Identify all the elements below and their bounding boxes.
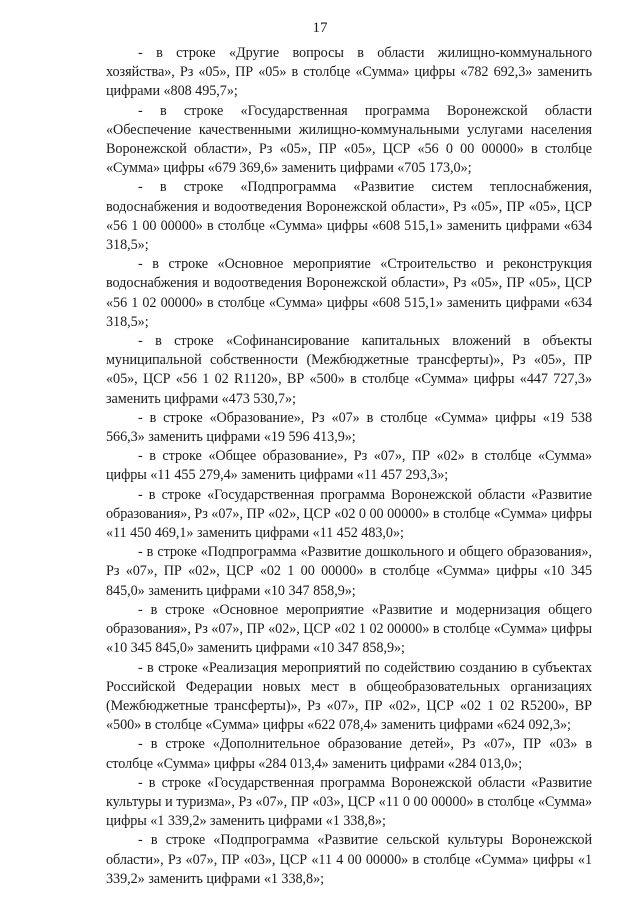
- paragraph: - в строке «Государственная программа Воронежской области «Обеспечение качественными жилищно-коммунальными услугами населения Воронежской области», Рз «05», ПР «05», ЦСР «56 0 00 00000» в столбце «Сумма» цифры «679 369,6» заменить цифрами «705 173,0»;: [106, 102, 592, 177]
- document-body: [106, 44, 592, 889]
- paragraph: - в строке «Подпрограмма «Развитие сельской культуры Воронежской области», Рз «07», ПР «03», ЦСР «11 4 00 00000» в столбце «Сумма» цифры «1 339,2» заменить цифрами «1 338,8»;: [106, 832, 592, 887]
- paragraph: - в строке «Государственная программа Воронежской области «Развитие образования», Рз «07», ПР «02», ЦСР «02 0 00 00000» в столбце «Сумма» цифры «11 450 469,1» заменить цифрами «11 452 483,0»;: [106, 486, 592, 542]
- page-number: 17: [312, 20, 328, 36]
- paragraph: - в строке «Дополнительное образование детей», Рз «07», ПР «03» в столбце «Сумма» цифры «284 013,4» заменить цифрами «284 013,0»;: [106, 736, 592, 772]
- paragraph: - в строке «Государственная программа Воронежской области «Развитие культуры и туризма», Рз «07», ПР «03», ЦСР «11 0 00 00000» в столбце «Сумма» цифры «1 339,2» заменить цифрами «1 338,8»;: [106, 774, 592, 830]
- paragraph: - в строке «Образование», Рз «07» в столбце «Сумма» цифры «19 538 566,3» заменить цифрами «19 596 413,9»;: [106, 409, 592, 446]
- paragraph: - в строке «Основное мероприятие «Строительство и реконструкция водоснабжения и водоотведения Воронежской области», Рз «05», ПР «05», ЦСР «56 1 02 00000» в столбце «Сумма» цифры «608 515,1» заменить цифрами «634 318,5»;: [106, 256, 592, 330]
- paragraph: - в строке «Другие вопросы в области жилищно-коммунального хозяйства», Рз «05», ПР «05» в столбце «Сумма» цифры «782 692,3» заменить цифрами «808 495,7»;: [106, 45, 592, 100]
- paragraph: - в строке «Подпрограмма «Развитие дошкольного и общего образования», Рз «07», ПР «02», ЦСР «02 1 00 00000» в столбце «Сумма» цифры «10 345 845,0» заменить цифрами «10 347 858,9»;: [106, 544, 592, 599]
- paragraph: - в строке «Общее образование», Рз «07», ПР «02» в столбце «Сумма» цифры «11 455 279,4» заменить цифрами «11 457 293,3»;: [106, 448, 592, 484]
- paragraph: - в строке «Реализация мероприятий по содействию созданию в субъектах Российской Федерации новых мест в общеобразовательных организациях (Межбюджетные трансферты)», Рз «07», ПР «02», ЦСР «02 1 02 R5200», ВР «500» в столбце «Сумма» цифры «622 078,4» заменить цифрами «624 092,3»;: [106, 659, 592, 734]
- paragraph: - в строке «Софинансирование капитальных вложений в объекты муниципальной собственности (Межбюджетные трансферты)», Рз «05», ПР «05», ЦСР «56 1 02 R1120», ВР «500» в столбце «Сумма» цифры «447 727,3» заменить цифрами «473 530,7»;: [106, 333, 592, 407]
- paragraph: - в строке «Основное мероприятие «Развитие и модернизация общего образования», Рз «07», ПР «02», ЦСР «02 1 02 00000» в столбце «Сумма» цифры «10 345 845,0» заменить цифрами «10 347 858,9»;: [106, 601, 592, 657]
- paragraph: - в строке «Подпрограмма «Развитие систем теплоснабжения, водоснабжения и водоотведения Воронежской области», Рз «05», ПР «05», ЦСР «56 1 00 00000» в столбце «Сумма» цифры «608 515,1» заменить цифрами «634 318,5»;: [106, 179, 592, 254]
